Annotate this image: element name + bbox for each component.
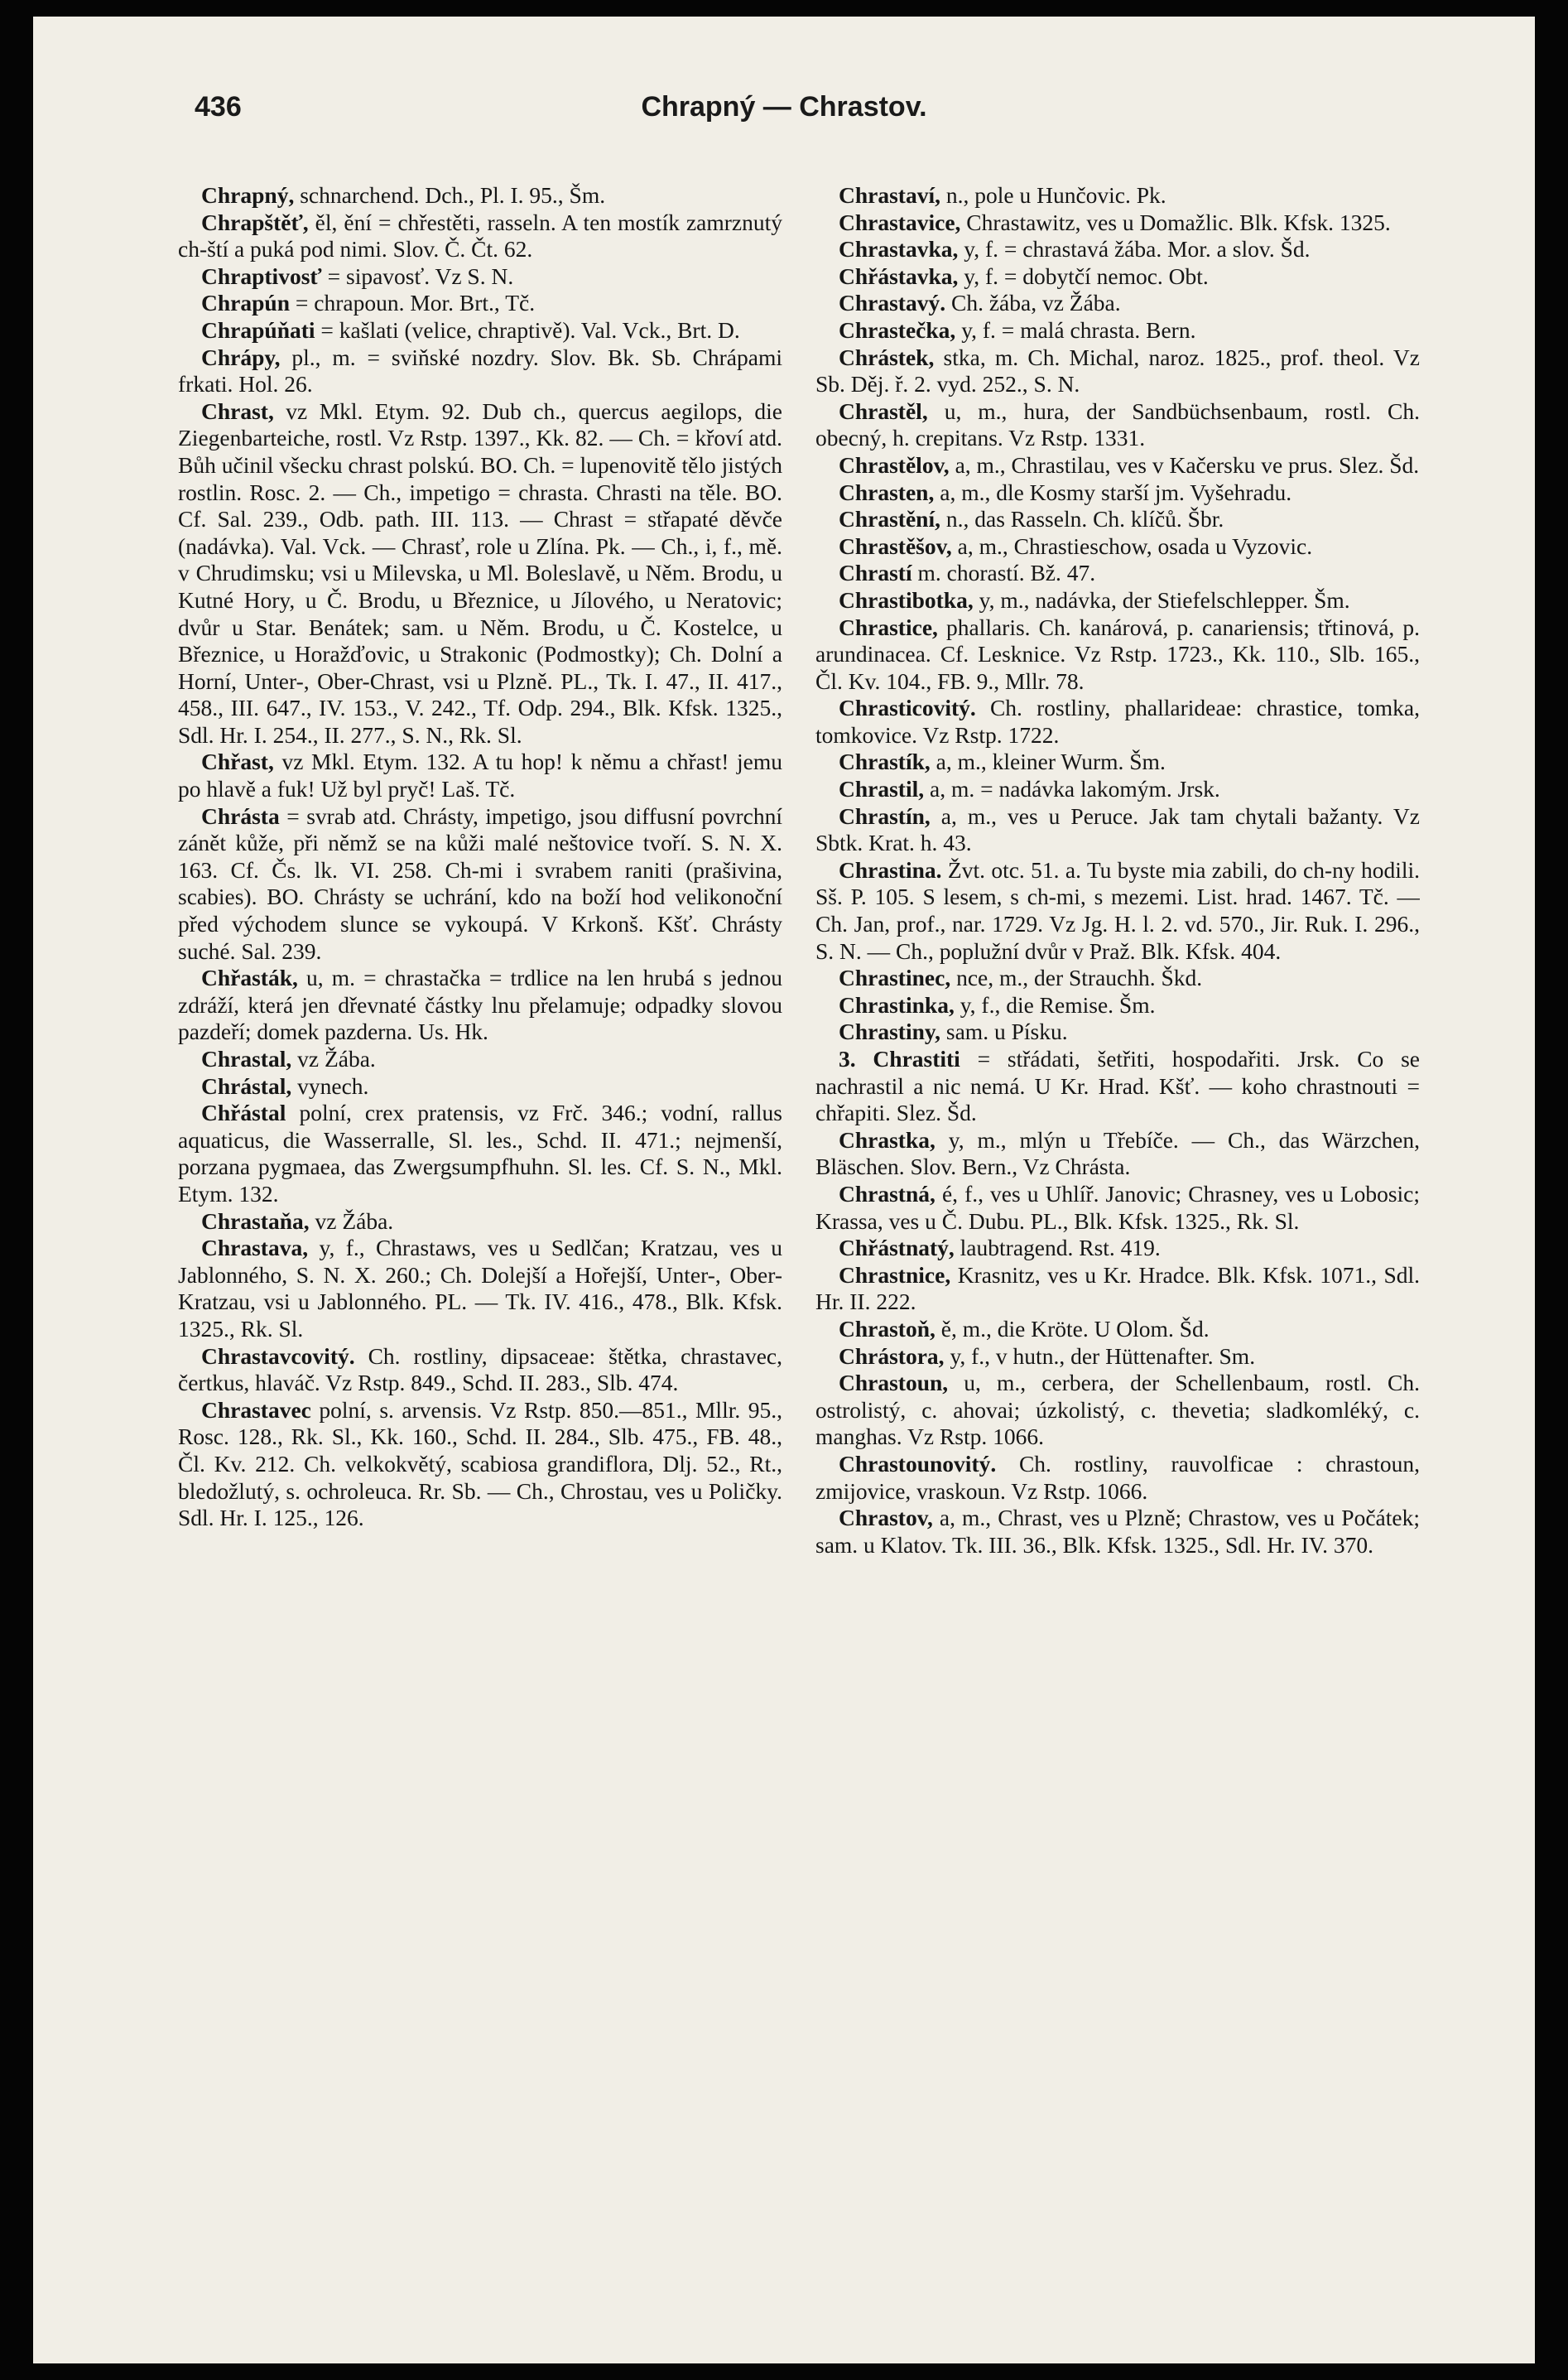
entry-text: vz Mkl. Etym. 132. A tu hop! k němu a chřast! jemu po hlavě a fuk! Už byl pryč! Laš. Tč. — [178, 749, 782, 802]
entry-headword: Chrastavý. — [839, 290, 946, 316]
dictionary-entry — [815, 803, 1420, 857]
entry-text: Ch. rostliny, rauvolficae : chrastoun, zmijovice, vraskoun. Vz Rstp. 1066. — [815, 1450, 1420, 1504]
entry-headword: Chrastaví, — [839, 182, 940, 208]
dictionary-entry — [178, 263, 782, 291]
dictionary-entry — [815, 236, 1420, 263]
entry-headword: Chrastavec — [201, 1396, 311, 1423]
entry-headword: 3. Chrastiti — [839, 1046, 960, 1072]
dictionary-entry — [815, 614, 1420, 696]
entry-text: u, m. = chrastačka = trdlice na len hrubá s jednou zdráží, která jen dřevnaté částky lnu přelamuje; odpadky slovou pazdeří; domek pazderna. Us. Hk. — [178, 965, 782, 1045]
entry-headword: Chrastaňa, — [201, 1207, 310, 1234]
entry-headword: Chřástavka, — [839, 263, 959, 289]
right-column — [815, 182, 1420, 2302]
entry-text: Žvt. otc. 51. a. Tu byste mia zabili, do ch-ny hodili. Sš. P. 105. S lesem, s ch-mi, s mezemi. List. hrad. 1467. Tč. — Ch. Jan, prof., nar. 1729. Vz Jg. H. l. 2. vd. 570., Jir. Ruk. I. 296., S. N. — Ch., poplužní dvůr v Praž. Blk. Kfsk. 404. — [815, 856, 1420, 964]
entry-text: Chrastawitz, ves u Domažlic. Blk. Kfsk. 1325. — [966, 209, 1391, 235]
dictionary-entry — [178, 210, 782, 263]
entry-text: Ch. rostliny, dipsaceae: štětka, chrastavec, čertkus, hlaváč. Vz Rstp. 849., Schd. II. 283., Slb. 474. — [178, 1342, 782, 1396]
entry-text: stka, m. Ch. Michal, naroz. 1825., prof. theol. Vz Sb. Děj. ř. 2. vyd. 252., S. N. — [815, 344, 1420, 397]
entry-headword: Chrastění, — [839, 506, 940, 532]
dictionary-entry — [815, 263, 1420, 291]
entry-headword: Chrasten, — [839, 479, 935, 505]
dictionary-entry — [815, 1127, 1420, 1181]
entry-text: Ch. rostliny, phallarideae: chrastice, tomka, tomkovice. Vz Rstp. 1722. — [815, 695, 1420, 748]
entry-text: Krasnitz, ves u Kr. Hradce. Blk. Kfsk. 1071., Sdl. Hr. II. 222. — [815, 1261, 1420, 1315]
entry-headword: Chrapštěť, — [201, 209, 309, 235]
dictionary-entry — [815, 1046, 1420, 1127]
entry-headword: Chrasticovitý. — [839, 695, 976, 721]
entry-text: é, f., ves u Uhlíř. Janovic; Chrasney, ves u Lobosic; Krassa, ves u Č. Dubu. PL., Blk. Kfsk. 1325., Rk. Sl. — [815, 1180, 1420, 1234]
entry-headword: Chrastečka, — [839, 316, 956, 343]
entry-text: u, m., cerbera, der Schellenbaum, rostl. Ch. ostrolistý, c. ahovai; úzkolistý, c. thevetia; sladkomléký, c. manghas. Vz Rstp. 1066. — [815, 1370, 1420, 1450]
entry-text: a, m., ves u Peruce. Jak tam chytali bažanty. Vz Sbtk. Krat. h. 43. — [815, 802, 1420, 856]
entry-headword: Chraptivosť — [201, 263, 322, 289]
entry-headword: Chrastavka, — [839, 236, 959, 263]
entry-headword: Chrastiny, — [839, 1019, 941, 1045]
entry-text: nce, m., der Strauchh. Škd. — [956, 965, 1203, 991]
entry-text: n., das Rasseln. Ch. klíčů. Šbr. — [945, 506, 1224, 532]
dictionary-entry — [815, 695, 1420, 749]
dictionary-entry — [815, 1505, 1420, 1559]
entry-headword: Chřast, — [201, 749, 274, 775]
entry-headword: Chrástek, — [839, 344, 935, 370]
dictionary-entry — [178, 290, 782, 317]
entry-headword: Chrastí — [839, 560, 912, 586]
entry-text: a, m., Chrastieschow, osada u Vyzovic. — [957, 532, 1313, 559]
entry-headword: Chřástnatý, — [839, 1235, 955, 1261]
entry-text: polní, crex pratensis, vz Frč. 346.; vodní, rallus aquaticus, die Wasserralle, Sl. les., Schd. II. 471.; nejmenší, porzana pygmaea, das Zwergsumpfhuhn. Sl. les. Cf. S. N., Mkl. Etym. 132. — [178, 1100, 782, 1207]
entry-text: vz Žába. — [315, 1207, 394, 1234]
dictionary-entry — [815, 290, 1420, 317]
entry-headword: Chrástora, — [839, 1342, 945, 1369]
left-column — [178, 182, 782, 2302]
dictionary-entry — [178, 1073, 782, 1101]
dictionary-entry — [178, 1100, 782, 1207]
dictionary-entry — [815, 1262, 1420, 1316]
entry-headword: Chrastělov, — [839, 451, 950, 478]
entry-headword: Chrastoň, — [839, 1315, 936, 1342]
dictionary-entry — [815, 182, 1420, 210]
dictionary-entry — [815, 1235, 1420, 1262]
dictionary-page — [33, 17, 1535, 2363]
entry-headword: Chrastka, — [839, 1126, 936, 1153]
dictionary-entry — [815, 1451, 1420, 1505]
dictionary-entry — [815, 560, 1420, 587]
entry-text: a, m., kleiner Wurm. Šm. — [936, 749, 1166, 775]
dictionary-entry — [178, 1397, 782, 1532]
entry-headword: Chrast, — [201, 397, 274, 424]
entry-text: y, f. = malá chrasta. Bern. — [961, 316, 1196, 343]
entry-headword: Chrapúňati — [201, 316, 315, 343]
entry-text: phallaris. Ch. kanárová, p. canariensis; třtinová, p. arundinacea. Cf. Lesknice. Vz Rstp. 1723., Kk. 110., Slb. 165., Čl. Kv. 104., FB. 9., Mllr. 78. — [815, 614, 1420, 694]
entry-text: a, m., Chrast, ves u Plzně; Chrastow, ves u Počátek; sam. u Klatov. Tk. III. 36., Blk. Kfsk. 1325., Sdl. Hr. IV. 370. — [815, 1505, 1420, 1558]
entry-text: laubtragend. Rst. 419. — [960, 1235, 1161, 1261]
dictionary-entry — [815, 992, 1420, 1019]
entry-headword: Chrásta — [201, 802, 280, 829]
entry-headword: Chrastov, — [839, 1505, 933, 1531]
dictionary-entry — [815, 452, 1420, 479]
entry-headword: Chrastina. — [839, 856, 942, 883]
entry-headword: Chrastinec, — [839, 965, 951, 991]
entry-headword: Chrastěšov, — [839, 532, 952, 559]
dictionary-entry — [178, 965, 782, 1046]
entry-text: a, m., Chrastilau, ves v Kačersku ve prus. Slez. Šd. — [955, 451, 1420, 478]
entry-headword: Chrastavcovitý. — [201, 1342, 355, 1369]
dictionary-entry — [815, 857, 1420, 965]
entry-text: y, f., die Remise. Šm. — [960, 991, 1156, 1018]
dictionary-entry — [815, 210, 1420, 237]
entry-headword: Chrastil, — [839, 776, 925, 802]
dictionary-entry — [815, 344, 1420, 398]
entry-text: = svrab atd. Chrásty, impetigo, jsou diffusní povrchní zánět kůže, při němž se na kůži malé neštovice tvoří. S. N. X. 163. Cf. Čs. lk. VI. 258. Ch-mi i svrabem raniti (prašivina, scabies). BO. Chrásty se uchrání, kdo na boží hod velikonoční před východem slunce se vykoupá. V Krkonš. Kšť. Chrásty suché. Sal. 239. — [178, 802, 782, 964]
dictionary-entry — [815, 1370, 1420, 1451]
entry-text: n., pole u Hunčovic. Pk. — [945, 182, 1166, 208]
entry-text: m. chorastí. Bž. 47. — [917, 560, 1096, 586]
dictionary-entry — [178, 1235, 782, 1342]
entry-headword: Chřasták, — [201, 965, 298, 991]
dictionary-entry — [178, 1046, 782, 1073]
entry-text: a, m., dle Kosmy starší jm. Vyšehradu. — [940, 479, 1292, 505]
dictionary-entry — [815, 1343, 1420, 1371]
entry-text: = kašlati (velice, chraptivě). Val. Vck., Brt. D. — [320, 316, 740, 343]
dictionary-entry — [815, 533, 1420, 561]
entry-headword: Chrapún — [201, 290, 290, 316]
dictionary-entry — [815, 776, 1420, 803]
dictionary-entry — [815, 1019, 1420, 1046]
page-header — [33, 91, 1535, 141]
dictionary-entry — [815, 479, 1420, 507]
entry-headword: Chrastibotka, — [839, 586, 974, 613]
entry-headword: Chrástal, — [201, 1072, 292, 1099]
entry-text: a, m. = nadávka lakomým. Jrsk. — [930, 776, 1220, 802]
entry-text: vz Žába. — [297, 1046, 376, 1072]
entry-text: y, f., v hutn., der Hüttenafter. Sm. — [950, 1342, 1256, 1369]
entry-text: y, m., nadávka, der Stiefelschlepper. Šm. — [979, 586, 1350, 613]
entry-headword: Chrastice, — [839, 614, 938, 640]
entry-text: vynech. — [297, 1072, 369, 1099]
entry-text: Ch. žába, vz Žába. — [950, 290, 1121, 316]
entry-headword: Chrastnice, — [839, 1261, 951, 1288]
entry-headword: Chrapný, — [201, 182, 295, 208]
entry-text: ěl, ění = chřestěti, rasseln. A ten mostík zamrznutý ch-ští a puká pod nimi. Slov. Č. Čt. 62. — [178, 209, 782, 263]
dictionary-entry — [178, 398, 782, 749]
entry-text: pl., m. = sviňské nozdry. Slov. Bk. Sb. Chrápami frkati. Hol. 26. — [178, 344, 782, 397]
dictionary-entry — [178, 182, 782, 210]
entry-text: schnarchend. Dch., Pl. I. 95., Šm. — [300, 182, 606, 208]
page-number: 436 — [195, 91, 242, 123]
entry-headword: Chrastavice, — [839, 209, 961, 235]
entry-text: u, m., hura, der Sandbüchsenbaum, rostl. Ch. obecný, h. crepitans. Vz Rstp. 1331. — [815, 397, 1420, 451]
entry-text: sam. u Písku. — [945, 1019, 1068, 1045]
dictionary-entry — [815, 965, 1420, 992]
dictionary-entry — [815, 506, 1420, 533]
entry-text: polní, s. arvensis. Vz Rstp. 850.—851., Mllr. 95., Rosc. 128., Rk. Sl., Kk. 160., Schd. II. 284., Slb. 475., FB. 48., Čl. Kv. 212. Ch. velkokvětý, scabiosa grandiflora, Dlj. 52., Rt., bledožlutý, s. ochroleuca. Rr. Sb. — Ch., Chrostau, ves u Poličky. Sdl. Hr. I. 125., 126. — [178, 1396, 782, 1531]
entry-text: y, f. = dobytčí nemoc. Obt. — [964, 263, 1209, 289]
entry-text: y, m., mlýn u Třebíče. — Ch., das Wärzchen, Bläschen. Slov. Bern., Vz Chrásta. — [815, 1126, 1420, 1180]
dictionary-entry — [178, 1343, 782, 1397]
dictionary-entry — [178, 803, 782, 966]
dictionary-entry — [815, 749, 1420, 776]
entry-headword: Chrastounovitý. — [839, 1450, 997, 1477]
entry-headword: Chrastal, — [201, 1046, 292, 1072]
entry-text: y, f. = chrastavá žába. Mor. a slov. Šd. — [964, 236, 1311, 263]
entry-text: = střádati, šetřiti, hospodařiti. Jrsk. Co se nachrastil a nic nemá. U Kr. Hrad. Kšť. — koho chrastnouti = chřapiti. Slez. Šd. — [815, 1046, 1420, 1126]
dictionary-entry — [815, 398, 1420, 452]
dictionary-entry — [178, 317, 782, 344]
dictionary-entry — [815, 1181, 1420, 1235]
entry-headword: Chrastěl, — [839, 397, 928, 424]
entry-headword: Chrastík, — [839, 749, 931, 775]
entry-text: = sipavosť. Vz S. N. — [327, 263, 514, 289]
entry-headword: Chrastín, — [839, 802, 931, 829]
entry-text: y, f., Chrastaws, ves u Sedlčan; Kratzau, ves u Jablonného, S. N. X. 260.; Ch. Dolejší a Hořejší, Unter-, Ober-Kratzau, vsi u Jablonného. PL. — Tk. IV. 416., 478., Blk. Kfsk. 1325., Rk. Sl. — [178, 1235, 782, 1342]
entry-text: vz Mkl. Etym. 92. Dub ch., quercus aegilops, die Ziegenbarteiche, rostl. Vz Rstp. 1397., Kk. 82. — Ch. = křoví atd. Bůh učinil všecku chrast polskú. BO. Ch. = lupenovitě tělo jistých rostlin. Rosc. 2. — Ch., impetigo = chrasta. Chrasti na těle. BO. Cf. Sal. 239., Odb. path. III. 113. — Chrast = střapaté děvče (nadávka). Val. Vck. — Chrasť, role u Zlína. Pk. — Ch., i, f., mě. v Chrudimsku; vsi u Milevska, u Ml. Boleslavě, u Něm. Brodu, u Kutné Hory, u Č. Brodu, u Březnice, u Jílového, u Neratovic; dvůr u Star. Benátek; sam. u Něm. Brodu, u Č. Kostelce, u Březnice, u Horažďovic, u Strakonic (Podmostky); Ch. Dolní a Horní, Unter-, Ober-Chrast, vsi u Plzně. PL., Tk. I. 47., II. 417., 458., III. 647., IV. 153., V. 242., Tf. Odp. 294., Blk. Kfsk. 1325., Sdl. Hr. I. 254., II. 277., S. N., Rk. Sl. — [178, 397, 782, 748]
dictionary-entry — [815, 317, 1420, 344]
entry-headword: Chrastná, — [839, 1180, 936, 1207]
entry-text: = chrapoun. Mor. Brt., Tč. — [295, 290, 536, 316]
dictionary-entry — [178, 344, 782, 398]
running-title: Chrapný — Chrastov. — [641, 91, 927, 123]
entry-headword: Chrastava, — [201, 1235, 309, 1261]
entry-headword: Chrápy, — [201, 344, 281, 370]
dictionary-entry — [815, 1316, 1420, 1343]
dictionary-entry — [178, 1208, 782, 1236]
entry-headword: Chřástal — [201, 1100, 286, 1126]
dictionary-entry — [178, 749, 782, 802]
dictionary-entry — [815, 587, 1420, 614]
entry-headword: Chrastoun, — [839, 1370, 949, 1396]
entry-headword: Chrastinka, — [839, 991, 955, 1018]
entry-text: ě, m., die Kröte. U Olom. Šd. — [940, 1315, 1210, 1342]
